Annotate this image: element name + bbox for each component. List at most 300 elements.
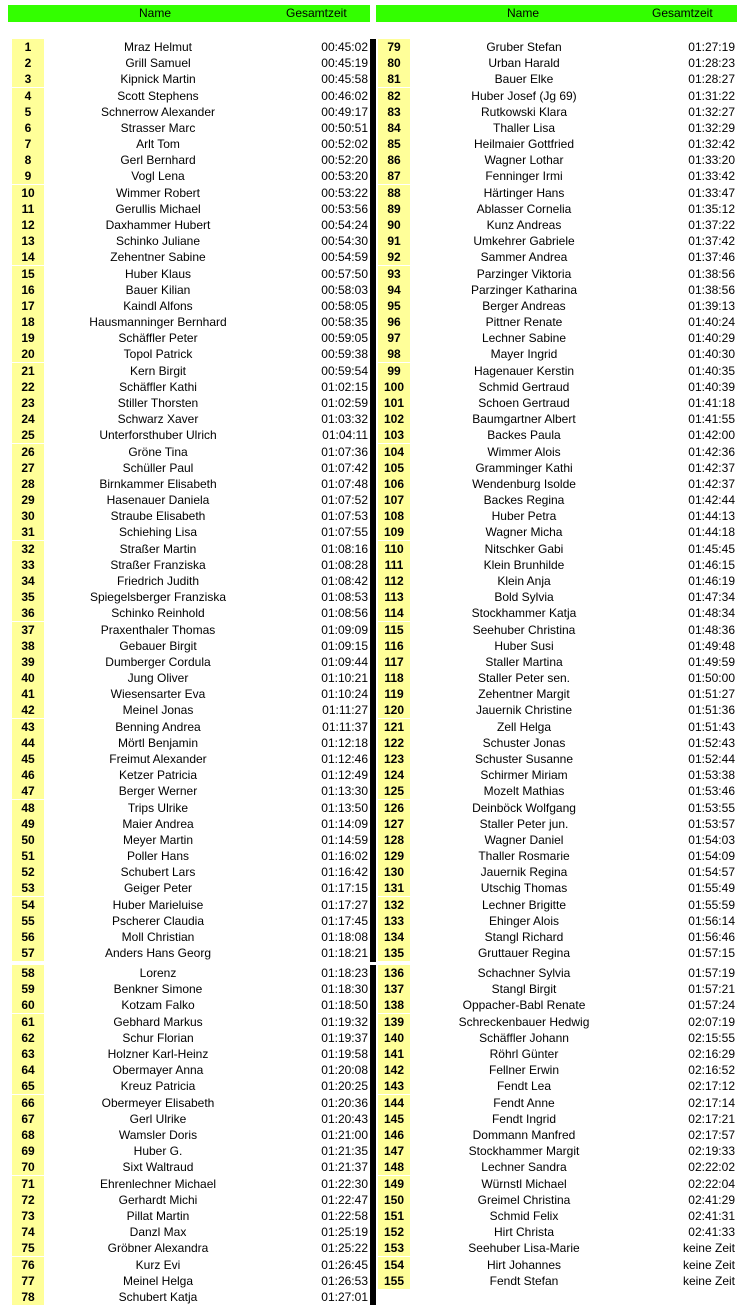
name-cell: Utschig Thomas xyxy=(480,881,568,896)
name-cell: Berger Werner xyxy=(118,784,198,799)
name-cell: Deinböck Wolfgang xyxy=(472,800,576,815)
rank-cell: 40 xyxy=(12,670,44,686)
rank-cell: 18 xyxy=(12,314,44,330)
rank-cell: 60 xyxy=(12,997,44,1013)
time-cell: 01:21:00 xyxy=(321,1128,368,1142)
name-cell: Schreckenbauer Hedwig xyxy=(458,1014,590,1029)
time-cell: 00:45:58 xyxy=(321,72,368,87)
time-cell: 01:02:15 xyxy=(321,379,368,394)
rank-cell: 29 xyxy=(12,492,44,508)
table-row xyxy=(0,476,745,492)
time-cell: 01:26:53 xyxy=(321,1273,368,1288)
rank-cell: 44 xyxy=(12,735,44,751)
name-cell: Stockhammer Katja xyxy=(471,606,577,621)
table-row xyxy=(0,913,745,929)
time-cell: 01:53:38 xyxy=(688,768,735,783)
name-cell: Schinko Reinhold xyxy=(111,606,205,621)
table-row xyxy=(0,767,745,783)
rank-cell: 53 xyxy=(12,880,44,896)
rank-cell: 122 xyxy=(378,735,410,751)
table-row xyxy=(0,1014,745,1030)
rank-cell: 153 xyxy=(378,1240,410,1256)
table-row xyxy=(0,1208,745,1224)
time-cell: 01:46:19 xyxy=(688,573,735,588)
time-cell: 01:47:34 xyxy=(688,590,735,605)
rank-cell: 90 xyxy=(378,217,410,233)
name-cell: Stiller Thorsten xyxy=(117,396,199,410)
header-right xyxy=(376,5,737,22)
time-cell: 01:31:22 xyxy=(688,88,735,103)
rank-cell: 76 xyxy=(12,1257,44,1273)
name-cell: Greimel Christina xyxy=(477,1192,571,1207)
rank-cell: 84 xyxy=(378,120,410,136)
name-cell: Fellner Erwin xyxy=(488,1063,560,1078)
name-cell: Hirt Christa xyxy=(493,1225,554,1240)
name-cell: Seehuber Christina xyxy=(472,622,576,637)
table-row xyxy=(0,282,745,298)
name-cell: Huber G. xyxy=(133,1144,183,1159)
rank-cell: 27 xyxy=(12,460,44,476)
rank-cell: 1 xyxy=(12,39,44,55)
name-cell: Praxenthaler Thomas xyxy=(100,622,216,637)
time-cell: 02:17:12 xyxy=(688,1079,735,1094)
time-cell: 01:16:42 xyxy=(321,865,368,880)
time-cell: 01:08:28 xyxy=(321,557,368,572)
time-cell: 01:28:27 xyxy=(688,72,735,87)
time-cell: 02:19:33 xyxy=(688,1144,735,1159)
name-cell: Parzinger Viktoria xyxy=(476,266,572,281)
name-cell: Dommann Manfred xyxy=(472,1128,576,1142)
rank-cell: 26 xyxy=(12,444,44,460)
rank-cell: 107 xyxy=(378,492,410,508)
table-row xyxy=(0,120,745,136)
name-cell: Poller Hans xyxy=(126,849,190,863)
name-cell: Arlt Tom xyxy=(136,137,180,152)
table-row xyxy=(0,136,745,152)
table-row xyxy=(0,897,745,913)
rank-cell: 61 xyxy=(12,1014,44,1030)
rank-cell: 149 xyxy=(378,1176,410,1192)
name-cell: Urban Harald xyxy=(488,56,560,71)
table-row xyxy=(0,929,745,945)
time-cell: 01:53:55 xyxy=(688,800,735,815)
time-cell: 01:40:35 xyxy=(688,363,735,378)
time-cell: 01:45:45 xyxy=(688,541,735,556)
time-cell: 01:53:46 xyxy=(688,784,735,799)
name-cell: Maier Andrea xyxy=(122,816,194,831)
rank-cell: 101 xyxy=(378,395,410,411)
name-cell: Zehentner Margit xyxy=(478,687,570,702)
time-cell: 00:59:54 xyxy=(321,363,368,378)
name-cell: Kurz Evi xyxy=(135,1257,181,1272)
rank-cell: 120 xyxy=(378,702,410,718)
time-cell: 01:20:43 xyxy=(321,1111,368,1126)
rank-cell: 152 xyxy=(378,1224,410,1240)
time-cell: 01:19:37 xyxy=(321,1030,368,1045)
header-name-label: Name xyxy=(507,6,540,20)
table-row xyxy=(0,185,745,201)
time-cell: 01:21:37 xyxy=(321,1160,368,1175)
name-cell: Vogl Lena xyxy=(131,169,185,184)
rank-cell: 72 xyxy=(12,1192,44,1208)
time-cell: 01:14:59 xyxy=(321,832,368,847)
name-cell: Danzl Max xyxy=(129,1225,187,1240)
name-cell: Straube Elisabeth xyxy=(110,509,206,524)
table-row xyxy=(0,557,745,573)
time-cell: 01:08:56 xyxy=(321,606,368,621)
time-cell: 01:40:39 xyxy=(688,379,735,394)
rank-cell: 117 xyxy=(378,654,410,670)
time-cell: 01:41:18 xyxy=(688,396,735,410)
name-cell: Unterforsthuber Ulrich xyxy=(99,428,217,443)
time-cell: 01:33:47 xyxy=(688,185,735,200)
rank-cell: 74 xyxy=(12,1224,44,1240)
name-cell: Spiegelsberger Franziska xyxy=(89,590,227,605)
name-cell: Meinel Jonas xyxy=(122,703,194,718)
name-cell: Baumgartner Albert xyxy=(472,412,576,427)
rank-cell: 129 xyxy=(378,848,410,864)
name-cell: Bauer Elke xyxy=(494,72,554,87)
time-cell: 01:57:21 xyxy=(688,982,735,997)
rank-cell: 111 xyxy=(378,557,410,573)
rank-cell: 32 xyxy=(12,541,44,557)
table-row xyxy=(0,981,745,997)
time-cell: 01:40:30 xyxy=(688,347,735,362)
time-cell: keine Zeit xyxy=(682,1257,735,1272)
time-cell: 01:42:36 xyxy=(688,444,735,459)
time-cell: 02:17:21 xyxy=(688,1111,735,1126)
time-cell: 02:16:52 xyxy=(688,1063,735,1078)
name-cell: Backes Regina xyxy=(483,493,565,507)
rank-cell: 34 xyxy=(12,573,44,589)
rank-cell: 39 xyxy=(12,654,44,670)
time-cell: 01:13:50 xyxy=(321,800,368,815)
name-cell: Backes Paula xyxy=(487,428,561,443)
rank-cell: 142 xyxy=(378,1062,410,1078)
name-cell: Wamsler Doris xyxy=(118,1128,198,1142)
name-cell: Topol Patrick xyxy=(123,347,193,362)
table-row xyxy=(0,168,745,184)
rank-cell: 83 xyxy=(378,104,410,120)
name-cell: Ablasser Cornelia xyxy=(476,201,572,216)
name-cell: Würnstl Michael xyxy=(481,1176,567,1191)
time-cell: 01:18:08 xyxy=(321,929,368,944)
name-cell: Rutkowski Klara xyxy=(480,104,568,119)
time-cell: 00:53:20 xyxy=(321,169,368,184)
rank-cell: 49 xyxy=(12,816,44,832)
rank-cell: 51 xyxy=(12,848,44,864)
name-cell: Röhrl Günter xyxy=(489,1047,559,1061)
time-cell: 00:49:17 xyxy=(321,104,368,119)
time-cell: 02:15:55 xyxy=(688,1030,735,1045)
name-cell: Bauer Kilian xyxy=(125,282,191,297)
table-row xyxy=(0,816,745,832)
name-cell: Seehuber Lisa-Marie xyxy=(468,1241,580,1256)
name-cell: Huber Susi xyxy=(494,638,554,653)
table-row xyxy=(0,1046,745,1062)
name-cell: Bold Sylvia xyxy=(494,590,554,605)
name-cell: Wiesensarter Eva xyxy=(110,687,206,702)
rank-cell: 154 xyxy=(378,1257,410,1273)
time-cell: 01:41:55 xyxy=(688,412,735,427)
name-cell: Ketzer Patricia xyxy=(118,768,198,783)
name-cell: Schirmer Miriam xyxy=(480,768,568,783)
name-cell: Gebhard Markus xyxy=(113,1014,203,1029)
time-cell: 01:27:01 xyxy=(321,1290,368,1304)
time-cell: 01:13:30 xyxy=(321,784,368,799)
table-row xyxy=(0,217,745,233)
table-row xyxy=(0,880,745,896)
rank-cell: 75 xyxy=(12,1240,44,1256)
rank-cell: 82 xyxy=(378,88,410,104)
header-name-label: Name xyxy=(139,6,172,20)
name-cell: Schubert Katja xyxy=(118,1290,198,1304)
rank-cell: 93 xyxy=(378,266,410,282)
time-cell: 01:25:19 xyxy=(321,1225,368,1240)
rank-cell: 42 xyxy=(12,702,44,718)
rank-cell: 89 xyxy=(378,201,410,217)
time-cell: 01:44:13 xyxy=(688,509,735,524)
time-cell: 01:20:08 xyxy=(321,1063,368,1078)
rank-cell: 69 xyxy=(12,1143,44,1159)
table-row xyxy=(0,395,745,411)
name-cell: Schur Florian xyxy=(122,1030,194,1045)
name-cell: Mozelt Mathias xyxy=(483,784,565,799)
rank-cell: 86 xyxy=(378,152,410,168)
rank-cell: 22 xyxy=(12,379,44,395)
time-cell: 01:38:56 xyxy=(688,282,735,297)
time-cell: 01:56:14 xyxy=(688,913,735,928)
rank-cell: 9 xyxy=(12,168,44,184)
time-cell: 01:40:24 xyxy=(688,315,735,330)
table-row xyxy=(0,1078,745,1094)
time-cell: 01:18:50 xyxy=(321,998,368,1013)
table-row xyxy=(0,201,745,217)
name-cell: Stangl Richard xyxy=(484,929,564,944)
rank-cell: 114 xyxy=(378,605,410,621)
table-row xyxy=(0,427,745,443)
time-cell: 01:07:42 xyxy=(321,460,368,475)
time-cell: 00:58:05 xyxy=(321,298,368,313)
time-cell: keine Zeit xyxy=(682,1241,735,1256)
rank-cell: 78 xyxy=(12,1289,44,1305)
time-cell: 01:10:24 xyxy=(321,687,368,702)
rank-cell: 80 xyxy=(378,55,410,71)
name-cell: Huber Klaus xyxy=(124,266,192,281)
rank-cell: 16 xyxy=(12,282,44,298)
name-cell: Schäffler Johann xyxy=(479,1030,569,1045)
rank-cell: 21 xyxy=(12,363,44,379)
rank-cell: 131 xyxy=(378,880,410,896)
rank-cell: 132 xyxy=(378,897,410,913)
rank-cell: 133 xyxy=(378,913,410,929)
rank-cell: 14 xyxy=(12,249,44,265)
name-cell: Staller Peter jun. xyxy=(479,816,569,831)
table-row xyxy=(0,702,745,718)
time-cell: 01:09:15 xyxy=(321,638,368,653)
name-cell: Gebauer Birgit xyxy=(119,638,197,653)
name-cell: Huber Josef (Jg 69) xyxy=(471,88,577,103)
time-cell: 02:41:31 xyxy=(688,1209,735,1223)
time-cell: 01:42:00 xyxy=(688,428,735,443)
table-row xyxy=(0,492,745,508)
table-row xyxy=(0,460,745,476)
time-cell: 01:18:21 xyxy=(321,946,368,961)
time-cell: 01:17:15 xyxy=(321,881,368,896)
rank-cell: 116 xyxy=(378,638,410,654)
table-row xyxy=(0,1240,745,1256)
time-cell: 01:21:35 xyxy=(321,1144,368,1159)
table-row xyxy=(0,573,745,589)
rank-cell: 24 xyxy=(12,411,44,427)
rank-cell: 118 xyxy=(378,670,410,686)
time-cell: 01:44:18 xyxy=(688,525,735,540)
rank-cell: 7 xyxy=(12,136,44,152)
table-row xyxy=(0,735,745,751)
name-cell: Trips Ulrike xyxy=(127,800,189,815)
rank-cell: 10 xyxy=(12,185,44,201)
name-cell: Huber Petra xyxy=(491,509,557,524)
name-cell: Fendt Lea xyxy=(496,1079,552,1094)
rank-cell: 4 xyxy=(12,88,44,104)
rank-cell: 64 xyxy=(12,1062,44,1078)
time-cell: 01:46:15 xyxy=(688,557,735,572)
time-cell: 01:49:48 xyxy=(688,638,735,653)
time-cell: 01:57:19 xyxy=(688,966,735,980)
name-cell: Jung Oliver xyxy=(127,671,189,685)
name-cell: Holzner Karl-Heinz xyxy=(107,1047,209,1061)
rank-cell: 54 xyxy=(12,897,44,913)
rank-cell: 31 xyxy=(12,524,44,540)
table-row xyxy=(0,638,745,654)
rank-cell: 108 xyxy=(378,508,410,524)
rank-cell: 15 xyxy=(12,266,44,282)
name-cell: Geiger Peter xyxy=(123,881,193,896)
time-cell: 01:26:45 xyxy=(321,1257,368,1272)
table-row xyxy=(0,1127,745,1143)
table-row xyxy=(0,524,745,540)
time-cell: 01:18:30 xyxy=(321,982,368,997)
name-cell: Schiehing Lisa xyxy=(118,525,198,540)
rank-cell: 121 xyxy=(378,719,410,735)
time-cell: 01:49:59 xyxy=(688,654,735,669)
rank-cell: 92 xyxy=(378,249,410,265)
name-cell: Mraz Helmut xyxy=(123,40,192,54)
rank-cell: 94 xyxy=(378,282,410,298)
time-cell: 02:41:29 xyxy=(688,1192,735,1207)
time-cell: 01:37:42 xyxy=(688,234,735,249)
rank-cell: 102 xyxy=(378,411,410,427)
time-cell: 01:20:25 xyxy=(321,1079,368,1094)
rank-cell: 30 xyxy=(12,508,44,524)
table-row xyxy=(0,605,745,621)
time-cell: 01:38:56 xyxy=(688,266,735,281)
name-cell: Mayer Ingrid xyxy=(490,347,558,362)
time-cell: 01:20:36 xyxy=(321,1095,368,1110)
name-cell: Moll Christian xyxy=(121,929,195,944)
rank-cell: 155 xyxy=(378,1273,410,1289)
name-cell: Jauernik Christine xyxy=(475,703,573,718)
name-cell: Kipnick Martin xyxy=(120,72,196,87)
rank-cell: 100 xyxy=(378,379,410,395)
name-cell: Kunz Andreas xyxy=(486,218,562,232)
rank-cell: 5 xyxy=(12,104,44,120)
time-cell: 01:54:03 xyxy=(688,832,735,847)
table-row xyxy=(0,686,745,702)
name-cell: Scott Stephens xyxy=(117,88,199,103)
rank-cell: 88 xyxy=(378,185,410,201)
rank-cell: 91 xyxy=(378,233,410,249)
rank-cell: 85 xyxy=(378,136,410,152)
rank-cell: 126 xyxy=(378,800,410,816)
time-cell: 00:58:03 xyxy=(321,282,368,297)
rank-cell: 33 xyxy=(12,557,44,573)
name-cell: Wagner Micha xyxy=(485,525,563,540)
table-row xyxy=(0,783,745,799)
name-cell: Schinko Juliane xyxy=(115,234,201,249)
name-cell: Mörtl Benjamin xyxy=(117,735,199,750)
rank-cell: 8 xyxy=(12,152,44,168)
time-cell: 01:55:59 xyxy=(688,897,735,912)
name-cell: Schwarz Xaver xyxy=(117,412,199,427)
time-cell: 01:54:57 xyxy=(688,865,735,880)
name-cell: Gerl Ulrike xyxy=(129,1111,187,1126)
name-cell: Wagner Daniel xyxy=(484,832,564,847)
rank-cell: 123 xyxy=(378,751,410,767)
rank-cell: 23 xyxy=(12,395,44,411)
rank-cell: 87 xyxy=(378,168,410,184)
name-cell: Staller Martina xyxy=(485,654,563,669)
rank-cell: 137 xyxy=(378,981,410,997)
time-cell: 00:52:02 xyxy=(321,137,368,152)
name-cell: Straßer Franziska xyxy=(110,557,206,572)
name-cell: Oppacher-Babl Renate xyxy=(462,998,586,1013)
time-cell: 02:07:19 xyxy=(688,1014,735,1029)
header-left xyxy=(8,5,370,22)
rank-cell: 128 xyxy=(378,832,410,848)
table-row xyxy=(0,589,745,605)
name-cell: Huber Marieluise xyxy=(112,897,204,912)
table-row xyxy=(0,1176,745,1192)
time-cell: 01:42:37 xyxy=(688,476,735,491)
name-cell: Wimmer Robert xyxy=(115,185,200,200)
name-cell: Staller Peter sen. xyxy=(477,671,571,685)
name-cell: Pillat Martin xyxy=(126,1209,190,1223)
table-row xyxy=(0,800,745,816)
rank-cell: 130 xyxy=(378,864,410,880)
rank-cell: 59 xyxy=(12,981,44,997)
name-cell: Meinel Helga xyxy=(122,1273,194,1288)
name-cell: Fendt Anne xyxy=(493,1095,555,1110)
rank-cell: 146 xyxy=(378,1127,410,1143)
table-row xyxy=(0,314,745,330)
time-cell: 02:17:57 xyxy=(688,1128,735,1142)
name-cell: Thaller Rosmarie xyxy=(478,849,570,863)
time-cell: 01:22:47 xyxy=(321,1192,368,1207)
name-cell: Wendenburg Isolde xyxy=(472,476,576,491)
time-cell: 01:08:42 xyxy=(321,573,368,588)
name-cell: Lechner Brigitte xyxy=(481,897,567,912)
name-cell: Gröbner Alexandra xyxy=(107,1241,209,1256)
rank-cell: 115 xyxy=(378,622,410,638)
time-cell: 01:08:53 xyxy=(321,590,368,605)
time-cell: 01:32:27 xyxy=(688,104,735,119)
rank-cell: 140 xyxy=(378,1030,410,1046)
time-cell: 00:50:51 xyxy=(321,120,368,135)
time-cell: 01:19:58 xyxy=(321,1047,368,1061)
time-cell: 01:53:57 xyxy=(688,816,735,831)
table-row xyxy=(0,411,745,427)
